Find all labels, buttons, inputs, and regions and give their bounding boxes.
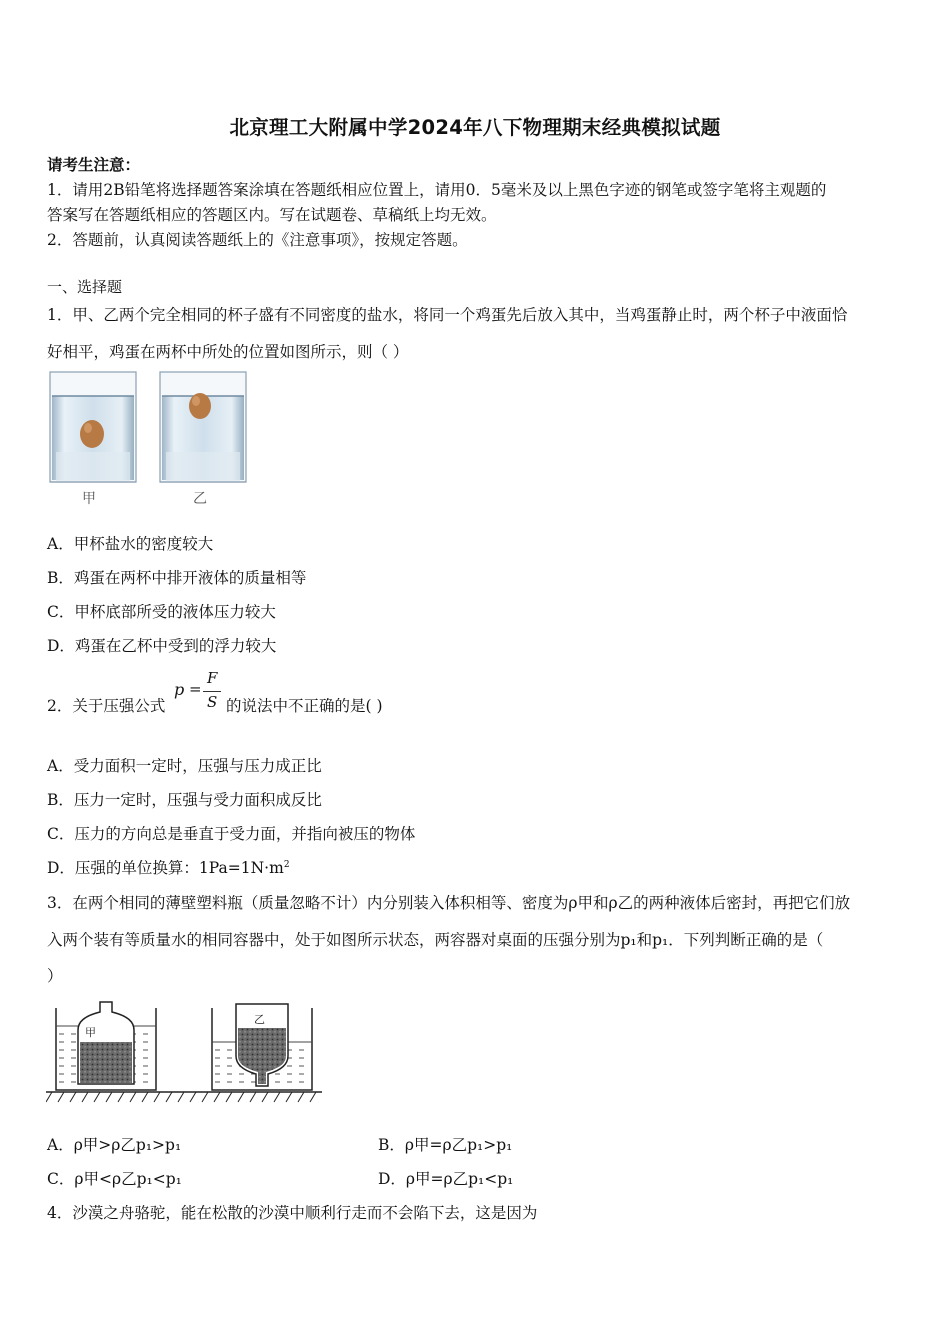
glass-a-illustration <box>50 372 136 482</box>
question-2-suffix: 的说法中不正确的是( ) <box>226 697 383 715</box>
question-3-line-1: 3．在两个相同的薄壁塑料瓶（质量忽略不计）内分别装入体积相等、密度为ρ甲和ρ乙的两种液体后密封，再把它们放 <box>47 894 851 912</box>
question-3-option-d: D．ρ甲=ρ乙p₁<p₁ <box>378 1170 514 1188</box>
glass-b-illustration <box>160 372 246 482</box>
question-3-option-b: B．ρ甲=ρ乙p₁>p₁ <box>378 1136 513 1154</box>
option-d-superscript: 2 <box>283 859 290 870</box>
question-2-option-d <box>47 856 290 878</box>
question-1-line-2: 好相平，鸡蛋在两杯中所处的位置如图所示，则（ ） <box>47 343 409 361</box>
question-3-option-c: C．ρ甲<ρ乙p₁<p₁ <box>47 1170 182 1188</box>
pressure-formula <box>174 670 226 718</box>
question-3-line-3: ） <box>47 967 63 985</box>
formula-denominator: S <box>207 693 218 711</box>
formula-numerator: F <box>207 669 218 687</box>
question-1-line-1: 1．甲、乙两个完全相同的杯子盛有不同密度的盐水，将同一个鸡蛋先后放入其中，当鸡蛋静止时，两个杯子中液面恰 <box>47 306 848 324</box>
formula-fraction-bar <box>203 691 221 692</box>
container-a-illustration <box>56 1002 156 1090</box>
question-3-figure <box>46 998 326 1110</box>
notice-item-1-line-1: 1．请用2B铅笔将选择题答案涂填在答题纸相应位置上，请用0．5毫米及以上黑色字迹的钢笔或签字笔将主观题的 <box>47 181 827 199</box>
question-2-option-c: C．压力的方向总是垂直于受力面，并指向被压的物体 <box>47 825 416 843</box>
page-title: 北京理工大附属中学2024年八下物理期末经典模拟试题 <box>229 116 721 139</box>
question-2-option-b: B．压力一定时，压强与受力面积成反比 <box>47 791 322 809</box>
question-2-option-a: A．受力面积一定时，压强与压力成正比 <box>47 757 322 775</box>
option-d-text: D．压强的单位换算：1Pa=1N·m <box>47 859 284 877</box>
question-1-figure <box>48 370 253 515</box>
egg-a <box>80 420 104 448</box>
container-b-label: 乙 <box>254 1013 265 1026</box>
question-3-option-a: A．ρ甲>ρ乙p₁>p₁ <box>47 1136 182 1154</box>
section-heading-choice: 一、选择题 <box>47 278 123 296</box>
question-2-prefix: 2．关于压强公式 <box>47 697 166 715</box>
question-3-line-2: 入两个装有等质量水的相同容器中，处于如图所示状态，两容器对桌面的压强分别为p₁和p₁．下列判断正确的是（ <box>47 931 824 949</box>
figure-label-b: 乙 <box>193 491 207 507</box>
question-1-option-a: A．甲杯盐水的密度较大 <box>47 535 214 553</box>
question-1-option-b: B．鸡蛋在两杯中排开液体的质量相等 <box>47 569 307 587</box>
notice-item-1-line-2: 答案写在答题纸相应的答题区内。写在试题卷、草稿纸上均无效。 <box>47 206 497 224</box>
figure-label-a: 甲 <box>82 491 96 507</box>
notice-heading: 请考生注意： <box>47 155 141 174</box>
container-a-label: 甲 <box>85 1026 96 1039</box>
question-1-option-c: C．甲杯底部所受的液体压力较大 <box>47 603 276 621</box>
notice-item-2: 2．答题前，认真阅读答题纸上的《注意事项》，按规定答题。 <box>47 231 468 249</box>
formula-equals: = <box>189 680 202 698</box>
question-1-option-d: D．鸡蛋在乙杯中受到的浮力较大 <box>47 637 277 655</box>
egg-b <box>189 393 211 419</box>
question-4-line-1: 4．沙漠之舟骆驼，能在松散的沙漠中顺利行走而不会陷下去，这是因为 <box>47 1204 538 1222</box>
formula-p: p <box>174 680 185 699</box>
